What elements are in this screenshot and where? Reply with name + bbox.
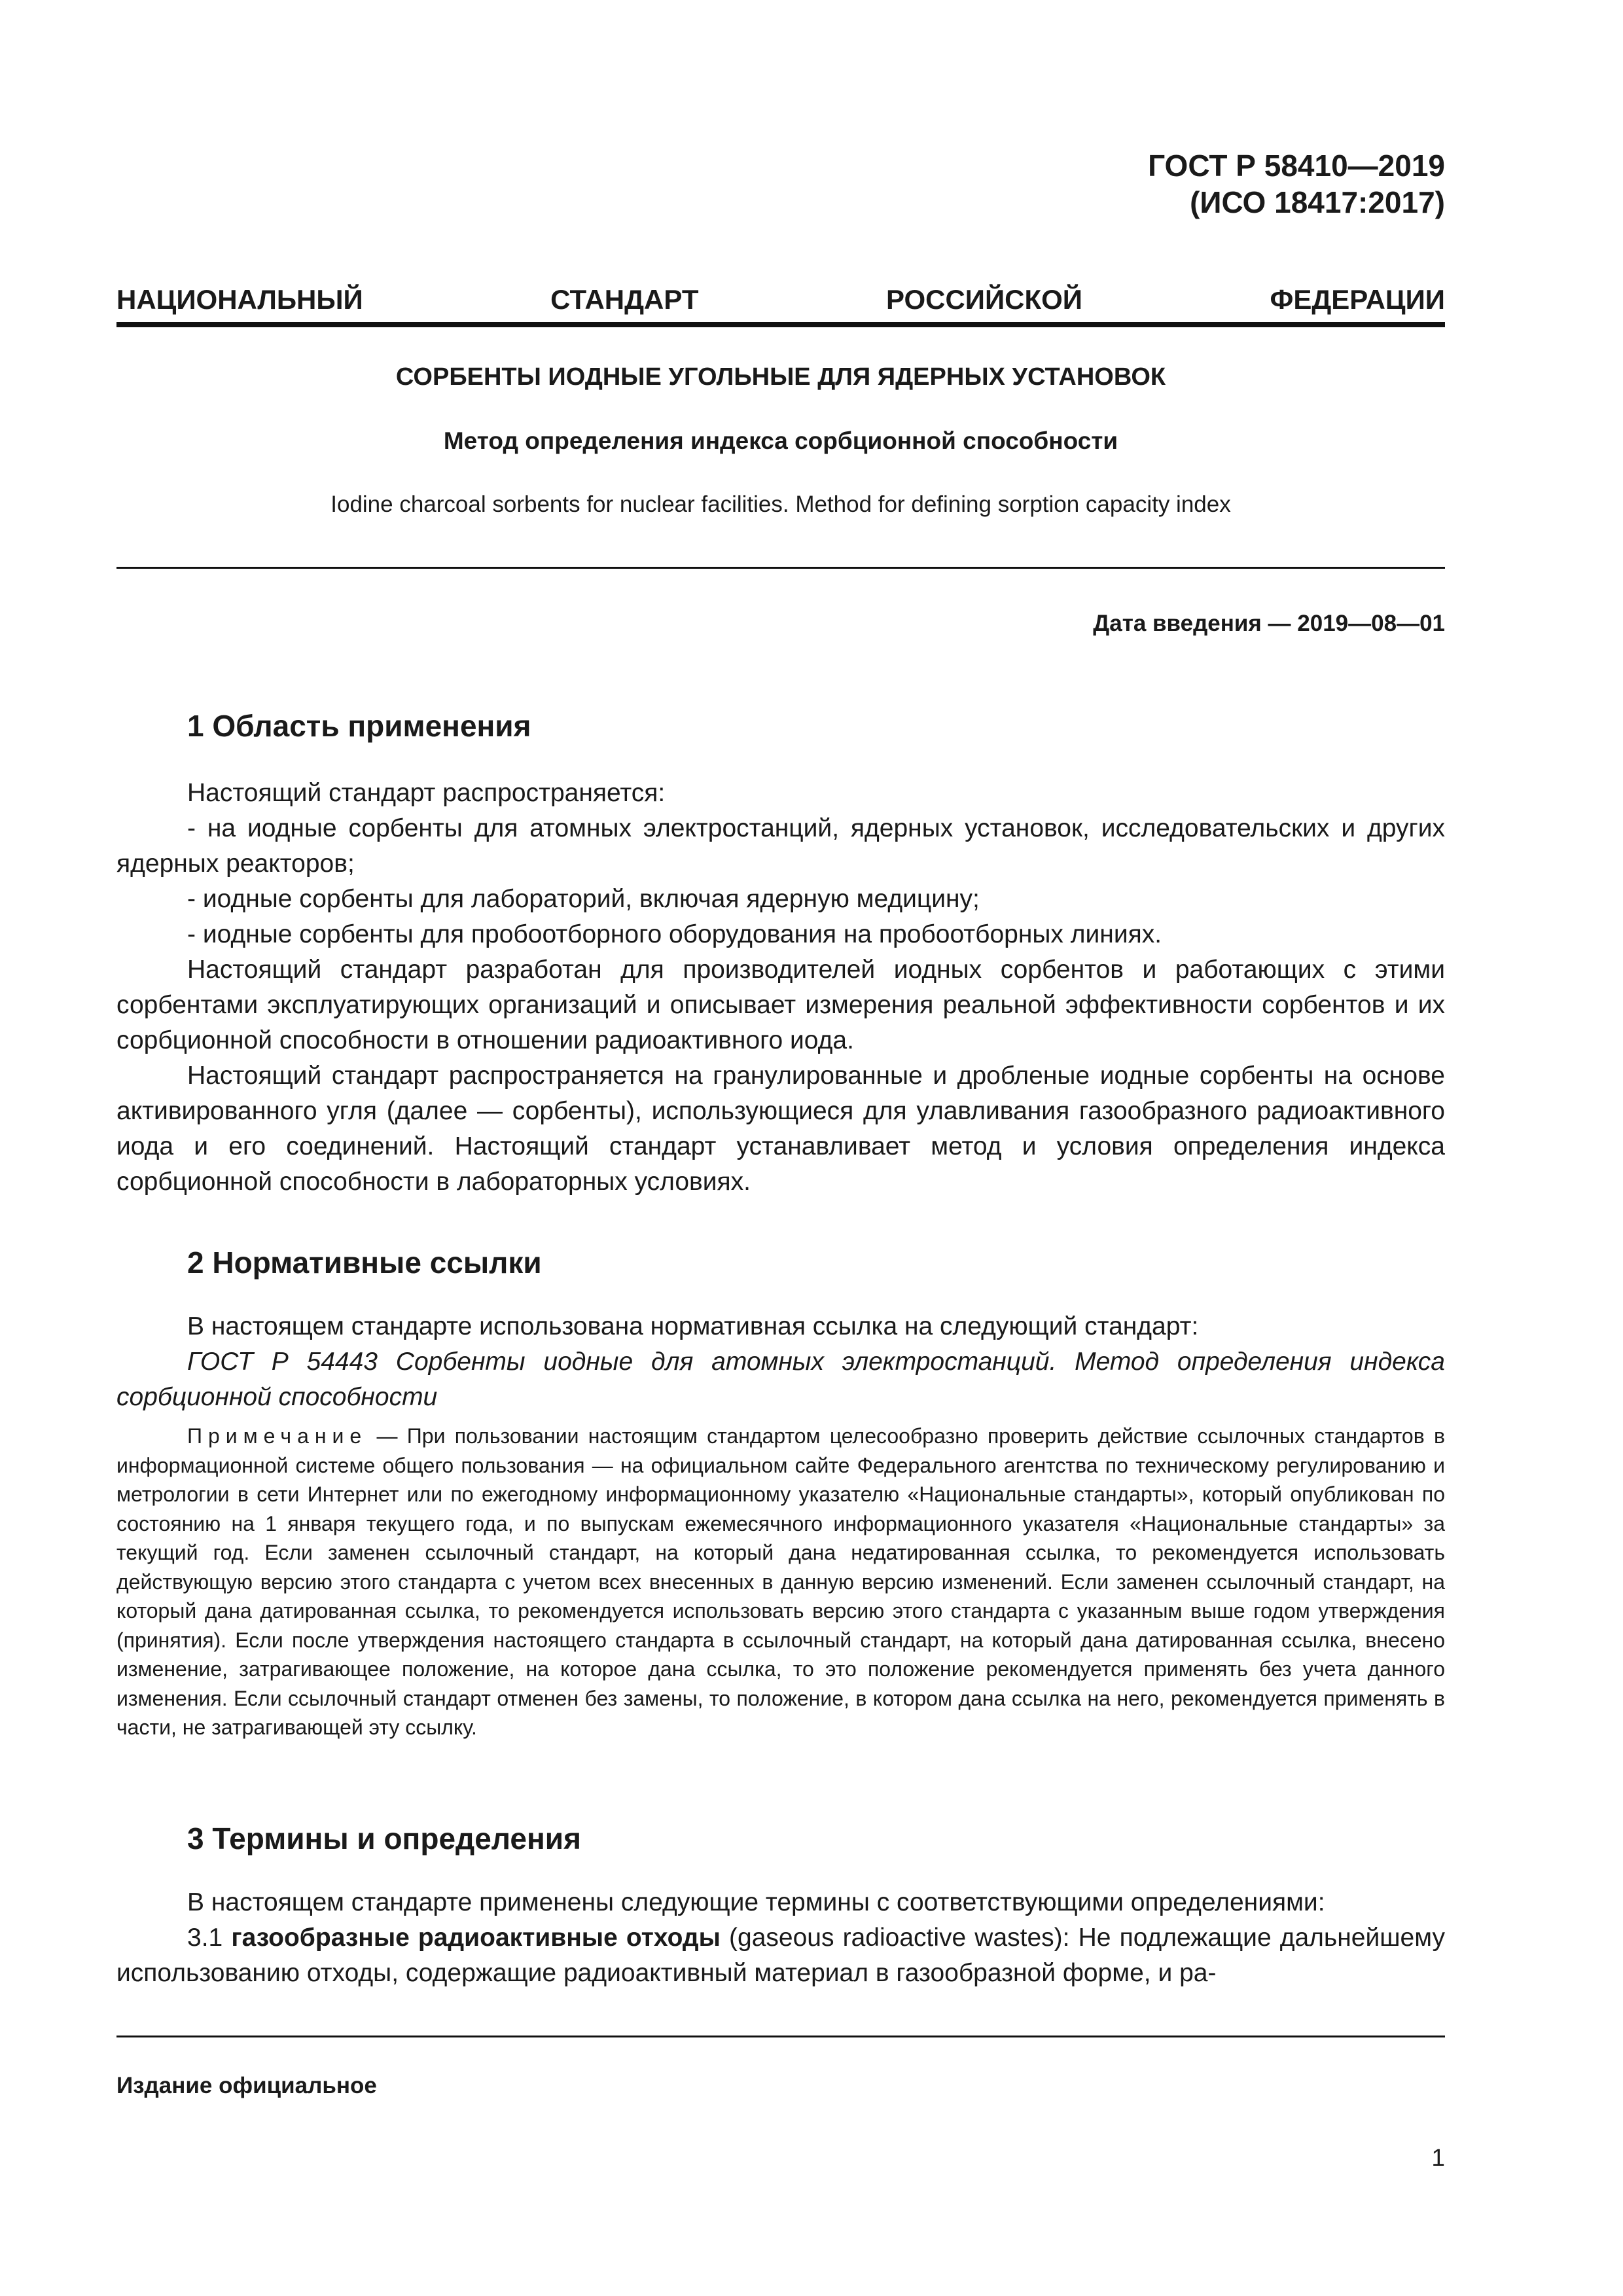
section-1-heading: 1 Область применения bbox=[187, 709, 531, 743]
term-number: 3.1 bbox=[187, 1924, 232, 1952]
introduction-date: Дата введения — 2019—08—01 bbox=[1093, 611, 1445, 636]
reference-entry: ГОСТ Р 54443 Сорбенты иодные для атомных электростанций. Метод определения индекса сорбционной способности bbox=[116, 1348, 1445, 1411]
section-3-heading: 3 Термины и определения bbox=[187, 1821, 581, 1856]
section-3-body bbox=[116, 1885, 1445, 1991]
term-definition bbox=[116, 1920, 1445, 1991]
paragraph: В настоящем стандарте применены следующие термины с соответствующими определениями: bbox=[187, 1888, 1325, 1916]
paragraph: В настоящем стандарте использована нормативная ссылка на следующий стандарт: bbox=[187, 1312, 1199, 1340]
edition-label: Издание официальное bbox=[116, 2073, 377, 2098]
section-2-heading: 2 Нормативные ссылки bbox=[187, 1246, 542, 1280]
national-standard-banner: НАЦИОНАЛЬНЫЙ СТАНДАРТ РОССИЙСКОЙ ФЕДЕРАЦИИ bbox=[116, 284, 1445, 315]
section-2-body bbox=[116, 1309, 1445, 1415]
page-number: 1 bbox=[1431, 2144, 1445, 2171]
note-label: Примечание bbox=[187, 1424, 368, 1448]
document-title: СОРБЕНТЫ ИОДНЫЕ УГОЛЬНЫЕ ДЛЯ ЯДЕРНЫХ УСТАНОВОК bbox=[395, 363, 1166, 391]
section-1-body bbox=[116, 776, 1445, 1200]
list-item: - на иодные сорбенты для атомных электростанций, ядерных установок, исследовательских и других ядерных реакторов; bbox=[116, 814, 1445, 878]
footer-rule bbox=[116, 2036, 1445, 2037]
list-item: - иодные сорбенты для пробоотборного оборудования на пробоотборных линиях. bbox=[187, 920, 1162, 948]
document-subtitle: Метод определения индекса сорбционной способности bbox=[443, 427, 1118, 454]
term: газообразные радиоактивные отходы bbox=[231, 1924, 721, 1952]
header-rule bbox=[116, 322, 1445, 327]
note-block bbox=[116, 1422, 1445, 1742]
paragraph: Настоящий стандарт разработан для производителей иодных сорбентов и работающих с этими сорбентами эксплуатирующих организаций и описывает измерения реальной эффективности сорбентов и их сорбционной способности в отношении радиоактивного иода. bbox=[116, 956, 1445, 1054]
document-number-iso: (ИСО 18417:2017) bbox=[1190, 185, 1445, 219]
list-item: - иодные сорбенты для лабораторий, включая ядерную медицину; bbox=[187, 885, 980, 913]
document-title-english: Iodine charcoal sorbents for nuclear facilities. Method for defining sorption capacity index bbox=[330, 492, 1231, 517]
term-definition-text: (gaseous radioactive wastes): Не подлежащие дальнейшему использованию отходы, содержащие радиоактивный материал в газообразной форме, и ра- bbox=[116, 1924, 1445, 1987]
paragraph: Настоящий стандарт распространяется: bbox=[187, 779, 666, 807]
document-number bbox=[785, 147, 1445, 221]
title-rule bbox=[116, 567, 1445, 569]
paragraph: Настоящий стандарт распространяется на гранулированные и дробленые иодные сорбенты на основе активированного угля (далее — сорбенты), использующиеся для улавливания газообразного радиоактивного иода и его соединений. Настоящий стандарт устанавливает метод и условия определения индекса сорбционной способности в лабораторных условиях. bbox=[116, 1062, 1445, 1196]
note-text: — При пользовании настоящим стандартом целесообразно проверить действие ссылочных стандартов в информационной системе общего пользования — на официальном сайте Федерального агентства по техническому регулированию и метрологии в сети Интернет или по ежегодному информационному указателю «Национальные стандарты», который опубликован по состоянию на 1 января текущего года, и по выпускам ежемесячного информационного указателя «Национальные стандарты» за текущий год. Если заменен ссылочный стандарт, на который дана недатированная ссылка, то рекомендуется использовать действующую версию этого стандарта с учетом всех внесенных в данную версию изменений. Если заменен ссылочный стандарт, на который дана датированная ссылка, то рекомендуется использовать версию этого стандарта с указанным выше годом утверждения (принятия). Если после утверждения настоящего стандарта в ссылочный стандарт, на который дана датированная ссылка, внесено изменение, затрагивающее положение, на которое дана ссылка, то это положение рекомендуется применять без учета данного изменения. Если ссылочный стандарт отменен без замены, то положение, в котором дана ссылка на него, рекомендуется применять в части, не затрагивающей эту ссылку. bbox=[116, 1424, 1445, 1739]
document-number-gost: ГОСТ Р 58410—2019 bbox=[1148, 149, 1445, 183]
